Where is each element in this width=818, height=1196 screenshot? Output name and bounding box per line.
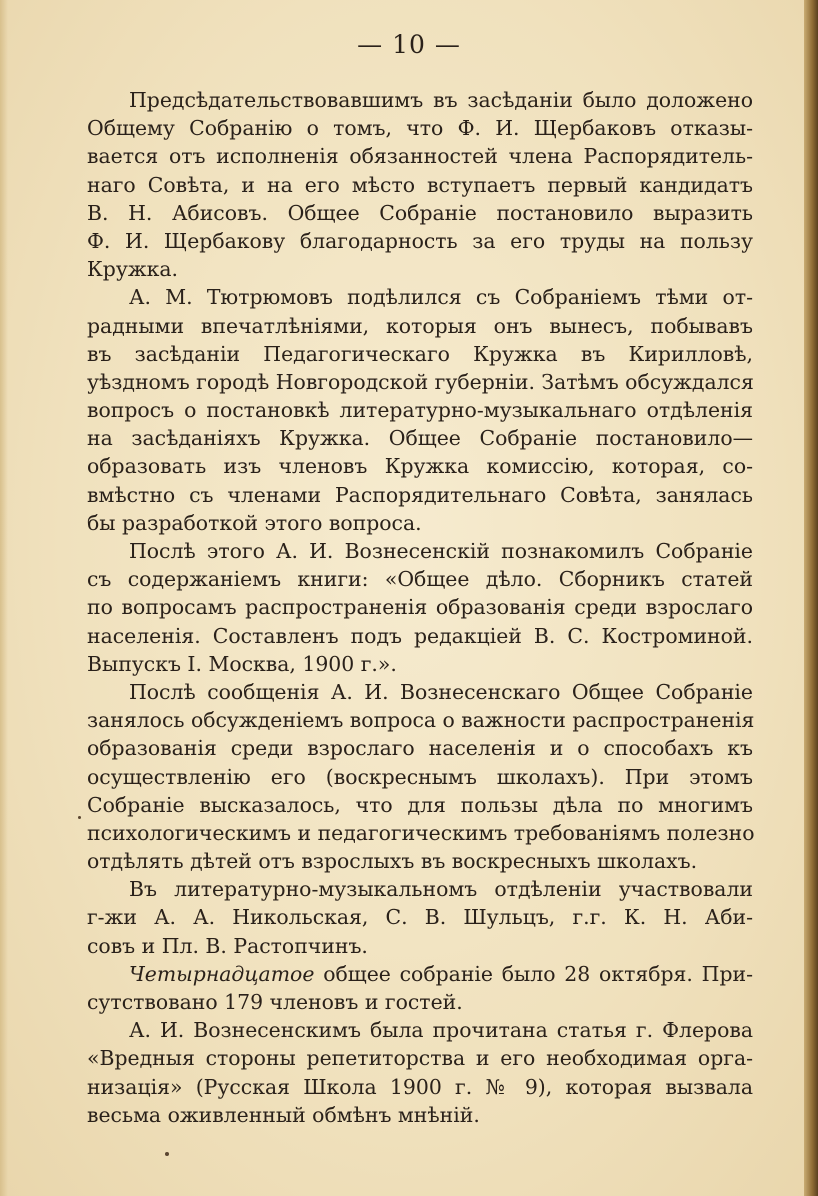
text-line	[87, 988, 753, 1016]
text-line	[87, 171, 753, 199]
text-line	[87, 396, 753, 424]
text-line	[87, 481, 753, 509]
text-line	[87, 706, 753, 734]
text-line	[87, 142, 753, 170]
text-line-content: съ содержаніемъ книги: «Общее дѣло. Сборникъ статей	[87, 567, 753, 592]
text-line	[87, 903, 753, 931]
text-line-content: низація» (Русская Школа 1900 г. № 9), которая вызвала	[87, 1074, 753, 1099]
page-left-edge	[0, 0, 8, 1196]
text-line	[87, 114, 753, 142]
text-line-content: занялось обсужденіемъ вопроса о важности распространенія	[87, 708, 755, 733]
text-line-content: Въ литературно-музыкальномъ отдѣленіи участвовали	[129, 877, 753, 902]
text-line	[87, 199, 753, 227]
text-line	[87, 452, 753, 480]
text-line	[87, 565, 753, 593]
text-line-content: образовать изъ членовъ Кружка комиссію, которая, со-	[87, 454, 753, 479]
text-line-content: Ф. И. Щербакову благодарность за его труды на пользу	[87, 228, 753, 253]
text-line	[87, 1016, 753, 1044]
text-line-content: весьма оживленный обмѣнъ мнѣній.	[87, 1102, 480, 1127]
text-line-content: вается отъ исполненія обязанностей члена Распорядитель-	[87, 144, 753, 169]
text-line	[87, 86, 753, 114]
text-line	[87, 875, 753, 903]
text-line-content: Кружка.	[87, 257, 178, 282]
text-line-content: А. М. Тютрюмовъ подѣлился съ Собраніемъ тѣми от-	[129, 285, 753, 310]
text-line	[87, 283, 753, 311]
paper-speck	[165, 1152, 169, 1156]
text-line	[87, 650, 753, 678]
text-line-content: Послѣ сообщенія А. И. Вознесенскаго Общее Собраніе	[129, 679, 753, 704]
text-line	[87, 819, 753, 847]
text-line	[87, 593, 753, 621]
text-line-content: Предсѣдательствовавшимъ въ засѣданіи было доложено	[129, 88, 753, 112]
text-line-content: Общему Собранію о томъ, что Ф. И. Щербаковъ отказы-	[87, 116, 753, 141]
page-number: — 10 —	[357, 30, 461, 59]
text-line	[87, 763, 753, 791]
italic-word: Четырнадцатое	[129, 961, 315, 986]
text-line-content: отдѣлять дѣтей отъ взрослыхъ въ воскресныхъ школахъ.	[87, 849, 698, 874]
text-line	[87, 340, 753, 368]
text-line	[87, 509, 753, 537]
text-line	[87, 424, 753, 452]
text-line	[87, 368, 753, 396]
text-line	[87, 932, 753, 960]
text-line	[87, 960, 753, 988]
text-line-content: наго Совѣта, и на его мѣсто вступаетъ первый кандидатъ	[87, 172, 753, 197]
text-line-content: Собраніе высказалось, что для пользы дѣла по многимъ	[87, 792, 753, 817]
text-line-content: вопросъ о постановкѣ литературно-музыкальнаго отдѣленія	[87, 398, 753, 423]
text-line	[87, 312, 753, 340]
text-line-content: «Вредныя стороны репетиторства и его необходимая орга-	[87, 1046, 753, 1071]
paper-speck	[78, 816, 81, 819]
text-line	[87, 227, 753, 255]
text-line-content: совъ и Пл. В. Растопчинъ.	[87, 933, 368, 958]
text-line-content: психологическимъ и педагогическимъ требованіямъ полезно	[87, 820, 755, 845]
text-line-content: образованія среди взрослаго населенія и о способахъ къ	[87, 736, 753, 761]
text-line-content: сутствовано 179 членовъ и гостей.	[87, 990, 463, 1014]
text-line-content: населенія. Составленъ подъ редакціей В. С. Костроминой.	[87, 623, 753, 648]
text-line	[87, 791, 753, 819]
text-line-content: по вопросамъ распространенія образованія среди взрослаго	[87, 595, 753, 620]
page-binding-edge	[804, 0, 818, 1196]
text-line-content: вмѣстно съ членами Распорядительнаго Совѣта, занялась	[87, 482, 753, 507]
text-line-content: Выпускъ I. Москва, 1900 г.».	[87, 651, 397, 676]
text-line-content: А. И. Вознесенскимъ была прочитана статья г. Флерова	[129, 1018, 753, 1043]
text-line-content: г-жи А. А. Никольская, С. В. Шульцъ, г.г. К. Н. Аби-	[87, 905, 753, 930]
text-line-content: осуществленію его (воскреснымъ школахъ). При этомъ	[87, 764, 753, 789]
text-line-content: общее собраніе было 28 октября. При-	[314, 961, 753, 986]
body-text	[87, 86, 753, 1129]
text-line-content: въ засѣданіи Педагогическаго Кружка въ Кирилловѣ,	[87, 341, 753, 366]
text-line	[87, 1073, 753, 1101]
text-line	[87, 537, 753, 565]
text-line-content: Послѣ этого А. И. Вознесенскій познакомилъ Собраніе	[129, 539, 753, 563]
text-line	[87, 255, 753, 283]
text-line-content: на засѣданіяхъ Кружка. Общее Собраніе постановило—	[87, 426, 753, 451]
text-line	[87, 734, 753, 762]
text-line-content: В. Н. Абисовъ. Общее Собраніе постановило выразить	[87, 200, 753, 225]
text-line-content: уѣздномъ городѣ Новгородской губерніи. Затѣмъ обсуждался	[87, 369, 754, 394]
text-line	[87, 1101, 753, 1129]
text-line	[87, 847, 753, 875]
text-line-content: радными впечатлѣніями, которыя онъ вынесъ, побывавъ	[87, 313, 753, 338]
text-line	[87, 622, 753, 650]
text-line-content: бы разработкой этого вопроса.	[87, 510, 422, 535]
text-line	[87, 1044, 753, 1072]
text-line	[87, 678, 753, 706]
